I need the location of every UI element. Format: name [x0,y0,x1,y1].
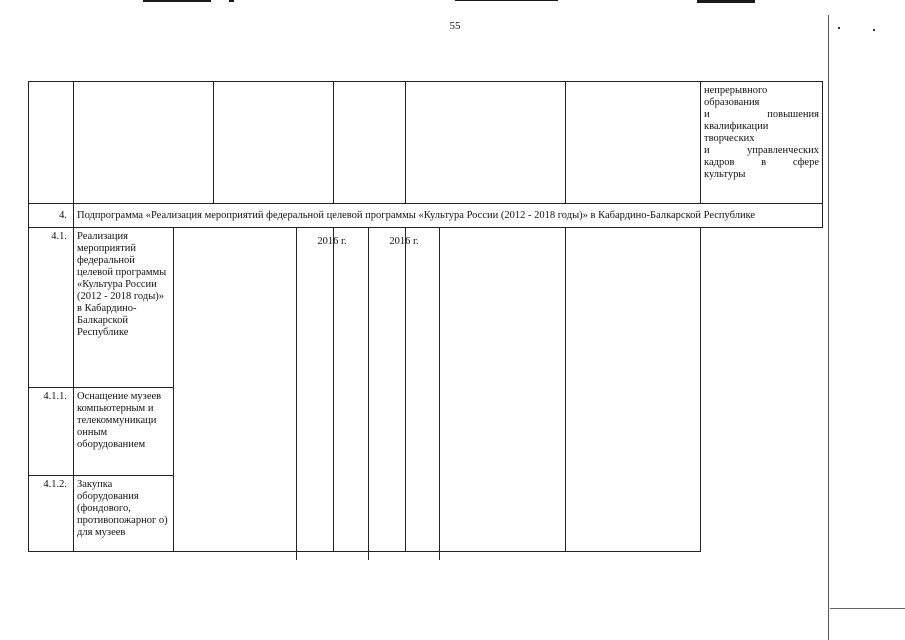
result-word: кадров [704,157,735,168]
result-word: управленческих [747,145,819,156]
table-row [29,228,823,388]
activity-name: Оснащение музеев компьютерным и телекоммуникаци онным оборудованием [74,388,174,476]
table-cell [406,82,566,204]
row-number: 4.1.2. [29,476,74,552]
table-cell [214,82,334,204]
table-cell [29,82,74,204]
result-word: повышения [767,109,819,120]
margin-line-bottom [830,608,905,609]
subprogram-title: Подпрограмма «Реализация мероприятий федеральной целевой программы «Культура России (2012 - 2018 годы)» в Кабардино-Балкарской Республике [74,204,823,228]
row-number: 4. [29,204,74,228]
column-divider [368,227,369,560]
activity-name: Реализация мероприятий федеральной целевой программы «Культура России (2012 - 2018 годы)» в Кабардино-Балкарской Республике [74,228,174,388]
table-cell [334,228,406,552]
result-line [704,145,819,157]
scan-mark [455,0,558,1]
expected-result-cell [701,82,823,204]
result-line: образования [704,97,760,108]
scan-mark [229,0,234,2]
result-line: непрерывного [704,85,768,96]
page-number: 55 [449,20,461,32]
program-table [28,81,823,552]
scan-dot [838,27,840,29]
subprogram-row [29,204,823,228]
scan-dot [873,29,875,31]
result-line: квалификации [704,121,769,132]
column-divider [439,227,440,560]
result-line [704,157,819,169]
result-line: культуры [704,169,746,180]
activity-name: Закупка оборудования (фондового, противопожарног о) для музеев [74,476,174,552]
continuation-row [29,82,823,204]
margin-line [828,15,829,640]
table-cell [174,228,334,552]
scan-mark [697,0,755,3]
result-word: сфере [792,157,819,168]
table-cell [406,228,566,552]
scan-mark [143,0,211,2]
result-word: и [704,109,710,120]
row-number: 4.1. [29,228,74,388]
table-cell [74,82,214,204]
result-word: и [704,145,710,156]
end-year: 2016 г. [389,236,419,247]
table-cell [566,228,701,552]
result-line: творческих [704,133,755,144]
start-year: 2016 г. [317,236,347,247]
table-cell [566,82,701,204]
result-line [704,109,819,121]
row-number: 4.1.1. [29,388,74,476]
table-cell [334,82,406,204]
column-divider [296,227,297,560]
result-word: в [761,157,767,168]
